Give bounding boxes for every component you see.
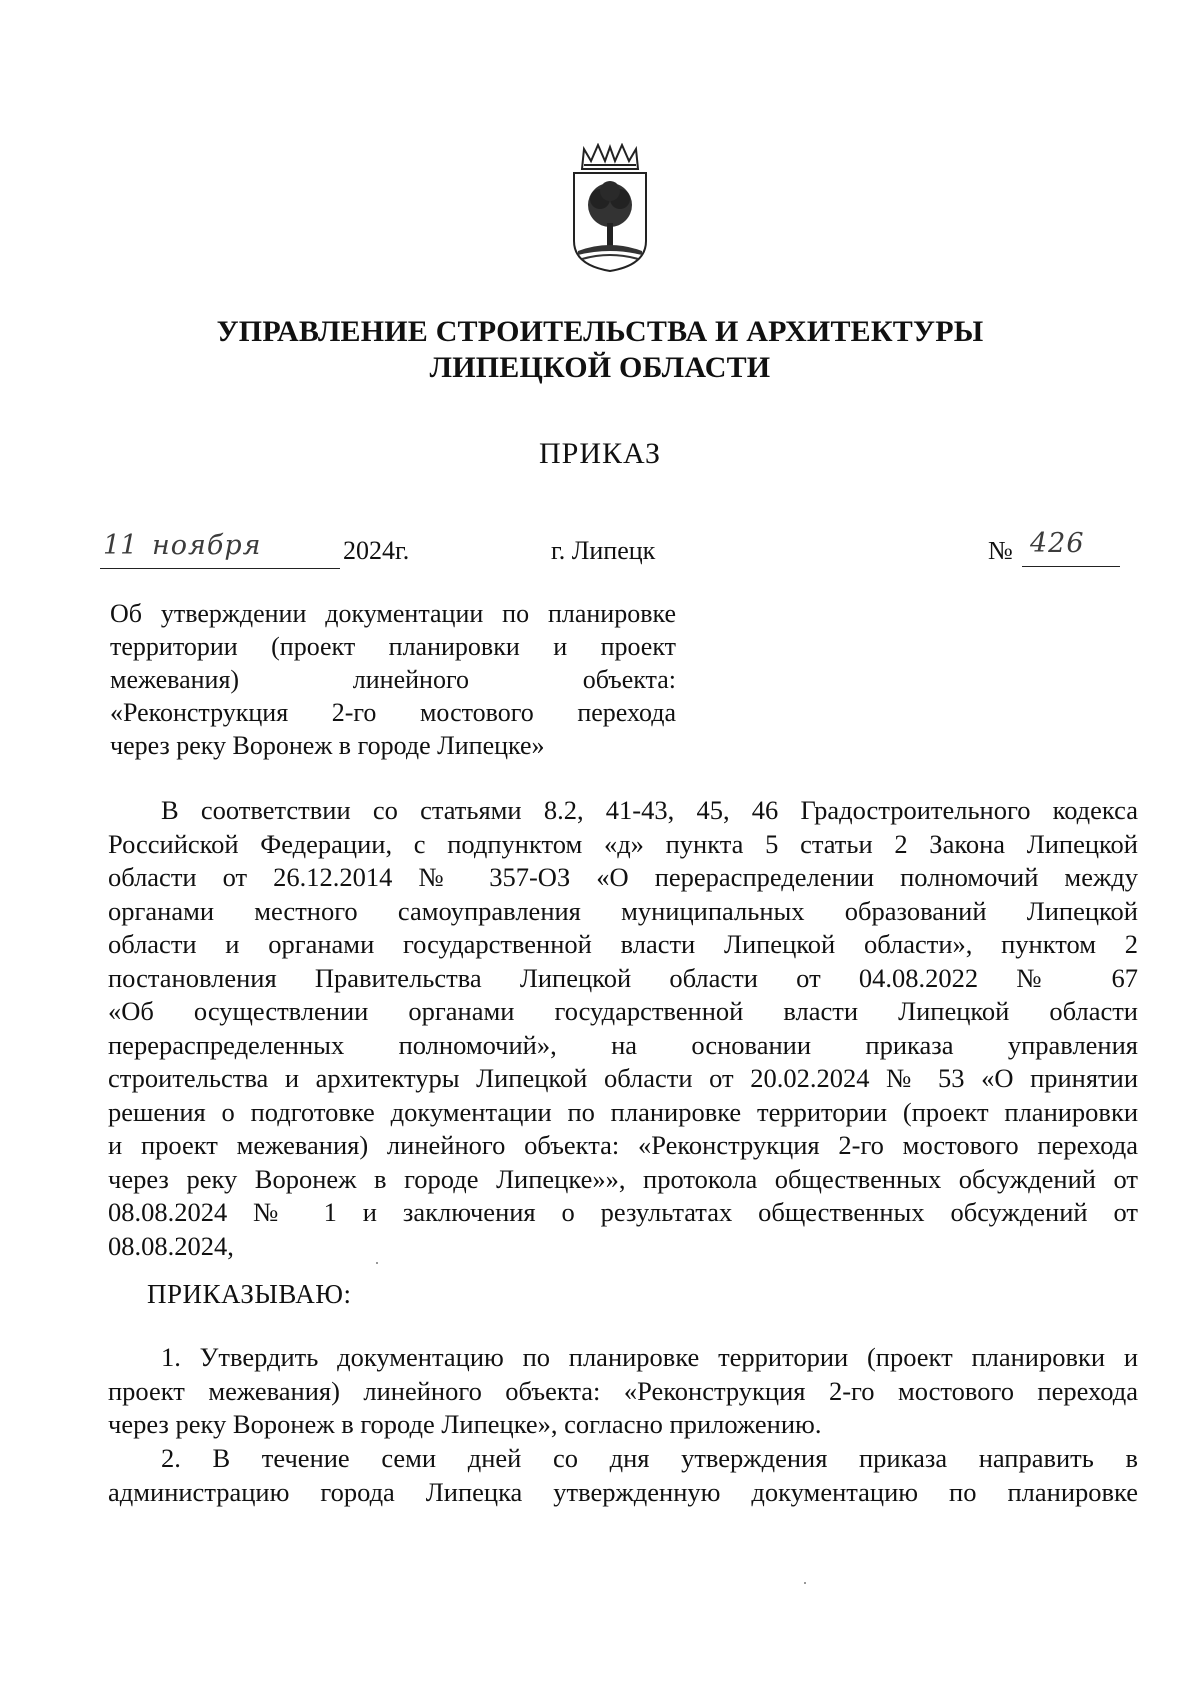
preamble-line: строительства и архитектуры Липецкой области от 20.02.2024 № 53 «О принятии — [108, 1063, 1138, 1093]
handwritten-day: 11 — [103, 530, 138, 561]
preamble-line: «Об осуществлении органами государственной власти Липецкой области — [108, 996, 1138, 1026]
coat-of-arms-icon — [568, 143, 652, 275]
item-line: через реку Воронеж в городе Липецке», согласно приложению. — [108, 1409, 822, 1439]
preamble-paragraph — [108, 794, 1138, 1263]
item-line: 2. В течение семи дней со дня утверждения приказа направить в — [161, 1443, 1138, 1473]
preamble-line: через реку Воронеж в городе Липецке»», протокола общественных обсуждений от — [108, 1163, 1138, 1194]
preamble-line: перераспределенных полномочий», на основании приказа управления — [108, 1029, 1138, 1060]
preamble-line: и проект межевания) линейного объекта: «Реконструкция 2-го мостового перехода — [108, 1130, 1138, 1160]
preamble-line: Российской Федерации, с подпунктом «д» пункта 5 статьи 2 Закона Липецкой — [108, 828, 1138, 859]
preamble-line: органами местного самоуправления муниципальных образований Липецкой — [108, 895, 1138, 926]
preamble-line: 08.08.2024, — [108, 1230, 234, 1261]
order-item-1 — [108, 1341, 1138, 1442]
scan-speck — [804, 1582, 806, 1584]
subject-line: через реку Воронеж в городе Липецке» — [110, 731, 545, 760]
subject-line: Об утверждении документации по планировке — [110, 599, 676, 628]
scan-speck — [376, 1262, 378, 1264]
preamble-line: области от 26.12.2014 № 357-ОЗ «О перераспределении полномочий между — [108, 862, 1138, 892]
date-handwritten-field — [100, 530, 340, 569]
handwritten-number: 426 — [1030, 528, 1085, 559]
subject-line: межевания) линейного объекта: — [110, 665, 676, 694]
document-type-title: ПРИКАЗ — [539, 437, 661, 470]
item-line: администрацию города Липецка утвержденную документацию по планировке — [108, 1476, 1138, 1507]
organization-name-line2: ЛИПЕЦКОЙ ОБЛАСТИ — [429, 351, 771, 384]
number-label: № — [988, 536, 1013, 565]
item-line: проект межевания) линейного объекта: «Реконструкция 2-го мостового перехода — [108, 1375, 1138, 1406]
preamble-line: области и органами государственной власти Липецкой области», пунктом 2 — [108, 929, 1138, 959]
organization-name-line1: УПРАВЛЕНИЕ СТРОИТЕЛЬСТВА И АРХИТЕКТУРЫ — [216, 315, 984, 348]
preamble-line: 08.08.2024 № 1 и заключения о результатах общественных обсуждений от — [108, 1197, 1138, 1227]
handwritten-month: ноября — [152, 530, 262, 561]
order-item-2 — [108, 1442, 1138, 1509]
preamble-line: решения о подготовке документации по планировке территории (проект планировки — [108, 1096, 1138, 1127]
subject-line: «Реконструкция 2-го мостового перехода — [110, 698, 676, 727]
document-year: 2024г. — [343, 536, 410, 565]
subject-line: территории (проект планировки и проект — [110, 632, 676, 661]
number-handwritten-field — [1022, 528, 1120, 567]
item-line: 1. Утвердить документацию по планировке территории (проект планировки и — [161, 1342, 1138, 1372]
preamble-line: постановления Правительства Липецкой области от 04.08.2022 № 67 — [108, 962, 1138, 993]
document-subject — [110, 597, 676, 762]
order-directive-word: ПРИКАЗЫВАЮ: — [147, 1279, 352, 1309]
preamble-line: В соответствии со статьями 8.2, 41-43, 45, 46 Градостроительного кодекса — [161, 795, 1138, 825]
document-city: г. Липецк — [551, 536, 656, 565]
